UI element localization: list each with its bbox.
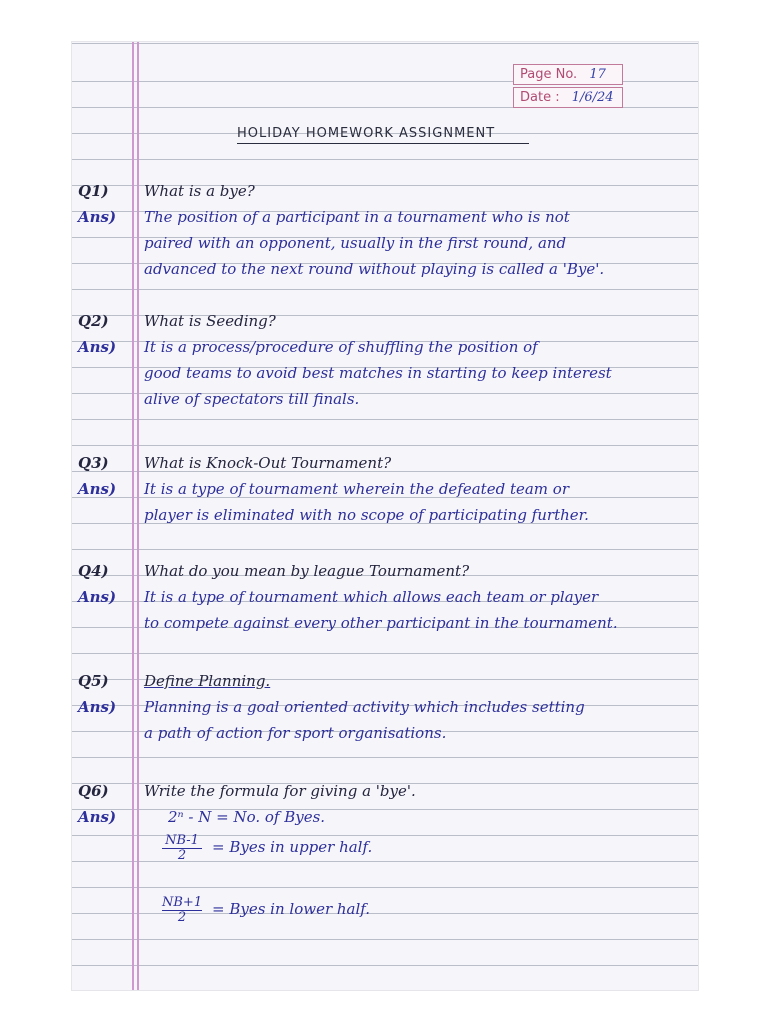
question-text: What is a bye? bbox=[144, 182, 255, 200]
formula-byes: 2ⁿ - N = No. of Byes. bbox=[168, 808, 326, 826]
question-label: Q6) bbox=[78, 782, 109, 800]
formula-upper-text: = Byes in upper half. bbox=[212, 838, 373, 856]
page-title: HOLIDAY HOMEWORK ASSIGNMENT bbox=[237, 126, 496, 141]
title-underline bbox=[237, 143, 529, 144]
fraction-numerator: NB+1 bbox=[162, 895, 203, 910]
answer-label: Ans) bbox=[78, 208, 117, 226]
fraction-denominator: 2 bbox=[177, 848, 187, 863]
answer-line: Planning is a goal oriented activity which includes setting bbox=[144, 698, 585, 716]
answer-label: Ans) bbox=[78, 338, 117, 356]
date-box bbox=[513, 87, 623, 108]
answer-line: player is eliminated with no scope of participating further. bbox=[144, 506, 589, 524]
answer-line: It is a type of tournament wherein the defeated team or bbox=[144, 480, 569, 498]
formula-lower-text: = Byes in lower half. bbox=[212, 900, 371, 918]
question-label: Q2) bbox=[78, 312, 109, 330]
page-number-value: 17 bbox=[589, 67, 606, 82]
question-text: What do you mean by league Tournament? bbox=[144, 562, 470, 580]
page-number-label: Page No. bbox=[520, 67, 578, 82]
question-text: What is Seeding? bbox=[144, 312, 276, 330]
question-text: Write the formula for giving a 'bye'. bbox=[144, 782, 416, 800]
question-label: Q1) bbox=[78, 182, 109, 200]
fraction-numerator: NB-1 bbox=[162, 834, 202, 849]
question-label: Q3) bbox=[78, 454, 109, 472]
answer-label: Ans) bbox=[78, 698, 117, 716]
answer-line: a path of action for sport organisations. bbox=[144, 724, 447, 742]
answer-line: good teams to avoid best matches in starting to keep interest bbox=[144, 364, 612, 382]
margin-line bbox=[132, 42, 134, 990]
answer-label: Ans) bbox=[78, 808, 117, 826]
answer-label: Ans) bbox=[78, 588, 117, 606]
date-value: 1/6/24 bbox=[571, 90, 614, 105]
date-label: Date : bbox=[520, 90, 560, 105]
margin-line bbox=[137, 42, 139, 990]
answer-label: Ans) bbox=[78, 480, 117, 498]
notebook-page bbox=[72, 42, 698, 990]
answer-line: to compete against every other participant in the tournament. bbox=[144, 614, 618, 632]
formula-lower-fraction bbox=[162, 896, 202, 925]
question-text: Define Planning. bbox=[144, 672, 271, 690]
fraction-denominator: 2 bbox=[177, 910, 187, 925]
question-text: What is Knock-Out Tournament? bbox=[144, 454, 392, 472]
answer-line: alive of spectators till finals. bbox=[144, 390, 360, 408]
question-label: Q4) bbox=[78, 562, 109, 580]
answer-line: advanced to the next round without playing is called a 'Bye'. bbox=[144, 260, 605, 278]
answer-line: It is a type of tournament which allows each team or player bbox=[144, 588, 599, 606]
answer-line: paired with an opponent, usually in the first round, and bbox=[144, 234, 567, 252]
page-number-box bbox=[513, 64, 623, 85]
question-label: Q5) bbox=[78, 672, 109, 690]
answer-line: It is a process/procedure of shuffling the position of bbox=[144, 338, 538, 356]
formula-upper-fraction bbox=[162, 834, 202, 863]
answer-line: The position of a participant in a tournament who is not bbox=[144, 208, 570, 226]
